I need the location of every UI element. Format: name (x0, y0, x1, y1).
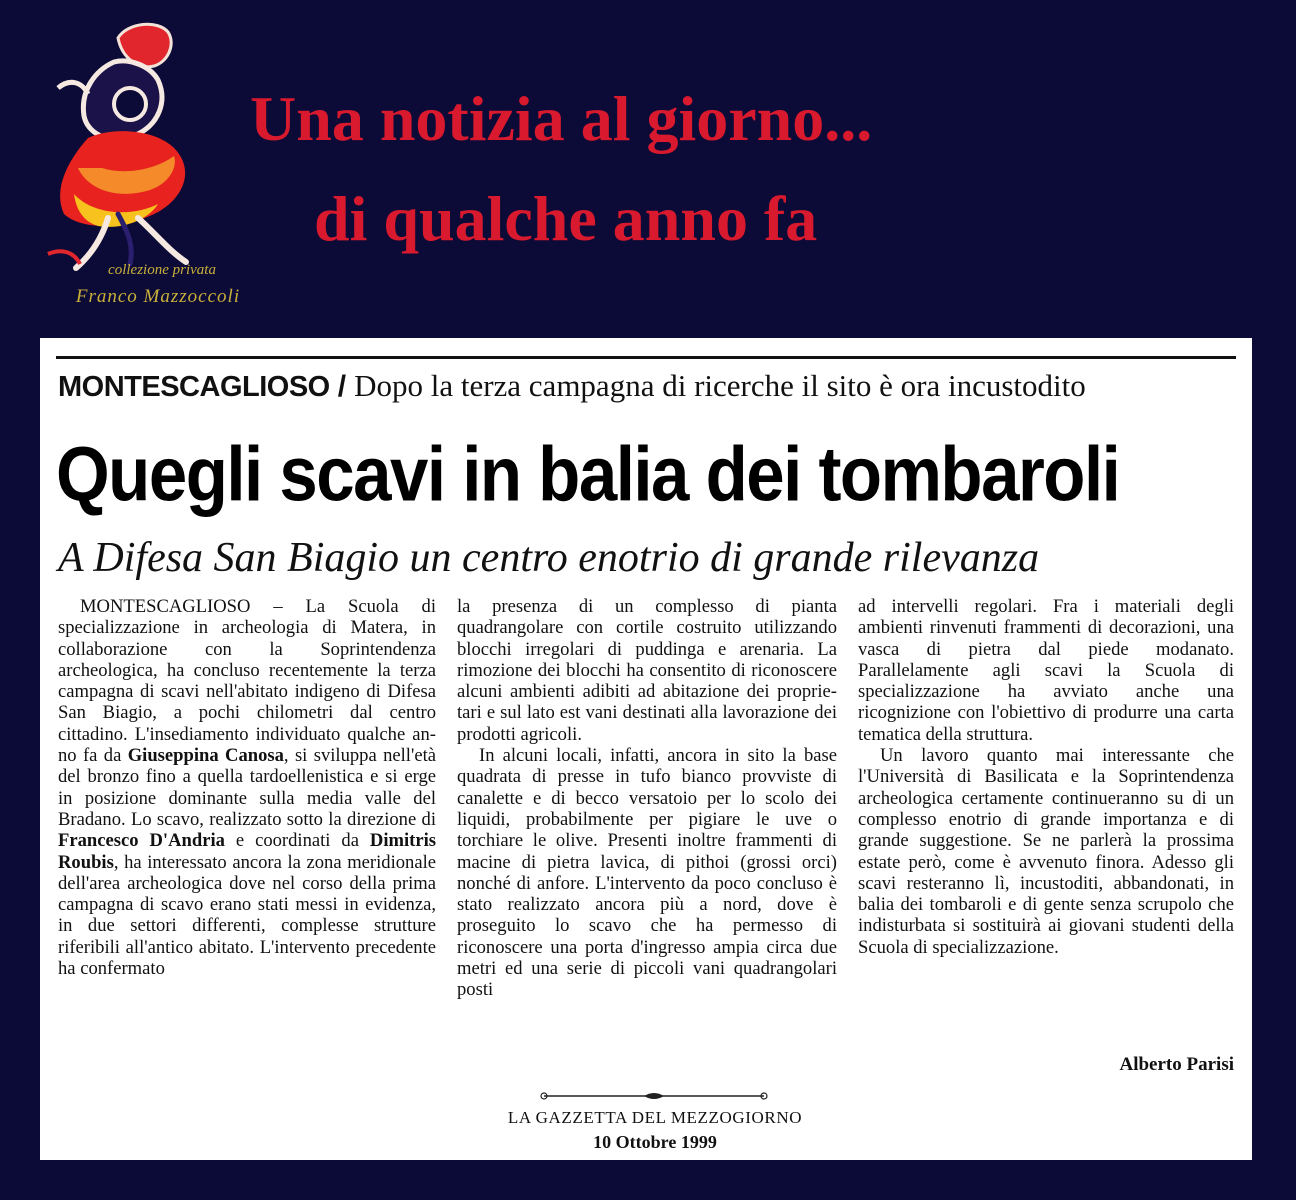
ornament-divider (534, 1090, 774, 1102)
kicker-place: MONTESCAGLIOSO (58, 371, 330, 403)
text-run: MONTESCAGLIOSO – La Scuola di specializzazione in archeologia di Matera, in collaborazione con la Soprintendenza archeologica, ha concluso recentemente la terza campagna di scavi nell'abitato indigeno di Difesa San Biagio, a pochi chilometri dal centro cittadino. L'insediamento individuato qualche anno fa da (58, 596, 436, 767)
headline: Quegli scavi in balia dei tombaroli (56, 431, 1120, 518)
article-column-1 (58, 596, 436, 979)
article-column-3 (858, 596, 1234, 958)
article-column-2 (457, 596, 837, 1001)
subheadline: A Difesa San Biagio un centro enotrio di grande rilevanza (58, 535, 1040, 581)
column-3-paragraph-2: Un lavoro quanto mai interessante che l'Università di Basilicata e la Soprintendenza archeologica certamente continueranno su di un complesso enotrio di grande importanza e di grande suggestione. Se ne parlerà la prossima estate però, come è avvenuto finora. Adesso gli scavi resteranno lì, incustoditi, abbandonati, in balia dei tombaroli e di gente senza scrupolo che indisturbata si sostituirà ai giovani studenti della Scuola di specializzazione. (858, 745, 1234, 958)
tagline-line-2: di qualche anno fa (314, 183, 818, 254)
newspaper-name: LA GAZZETTA DEL MEZZOGIORNO (507, 1108, 803, 1127)
top-rule (56, 356, 1236, 359)
text-run: , ha interessato ancora la zona meridionale dell'area archeologica dove nel corso della prima campagna di scavo erano stati messi in evidenza, in due settori differenti, complesse strutture riferibili all'antico abitato. L'intervento precedente ha confermato (58, 851, 436, 980)
column-2-paragraph-2: In alcuni locali, infatti, ancora in sito la base quadrata di presse in tufo bianco provviste di canalette e di becco versatoio per lo scolo dei liquidi, probabilmente per pigiare le uve o torchiare le olive. Presenti inoltre frammenti di macine di pietra lavica, di pithoi (grossi orci) nonché di anfore. L'intervento da poco concluso è stato realizzato ancora più a nord, dove è proseguito lo scavo che ha permesso di riconoscere una porta d'ingresso ampia circa due metri ed una serie di piccoli vani quadrangolari posti (457, 745, 837, 1001)
collector-name: Franco Mazzoccoli (75, 286, 241, 307)
tagline-line-1: Una notizia al giorno... (250, 83, 873, 154)
kicker-slash: / (337, 370, 347, 403)
publication-date: 10 Ottobre 1999 (593, 1132, 717, 1152)
column-1-paragraph (58, 596, 436, 979)
text-run: e coordinati da (224, 830, 370, 852)
column-3-paragraph-1: ad intervelli regolari. Fra i materiali degli ambienti rinvenuti frammenti di decorazioni, una vasca di pietra dal piede modanato. Parallelamente agli scavi la Scuola di specializzazione ha avviato anche una ricognizione con l'obiettivo di produrre una carta tematica della struttura. (858, 596, 1234, 745)
person-name: Francesco D'Andria (58, 830, 225, 852)
newspaper-clipping (40, 338, 1252, 1160)
kicker (58, 368, 1086, 404)
column-2-paragraph-1: la presenza di un complesso di pianta quadrangolare con cortile costruito utilizzando blocchi irregolari di puddinga e arenaria. La rimozione dei blocchi ha consentito di riconoscere alcuni ambienti adibiti ad abitazione dei proprietari e sul lato est vani destinati alla lavorazione dei prodotti agricoli. (457, 596, 837, 745)
kicker-text: Dopo la terza campagna di ricerche il sito è ora incustodito (354, 368, 1086, 403)
person-name: Dimitris Roubis (58, 830, 437, 873)
text-run: , si sviluppa nell'età del bronzo fino a quella tardoellenistica e si erge in posizione dominante sulla media valle del Bradano. Lo scavo, realizzato sotto la direzione di (58, 745, 436, 830)
collection-label: collezione privata (108, 262, 216, 278)
dancer-figure-illustration (18, 18, 258, 278)
person-name: Giuseppina Canosa (127, 745, 284, 767)
byline: Alberto Parisi (1119, 1054, 1234, 1075)
